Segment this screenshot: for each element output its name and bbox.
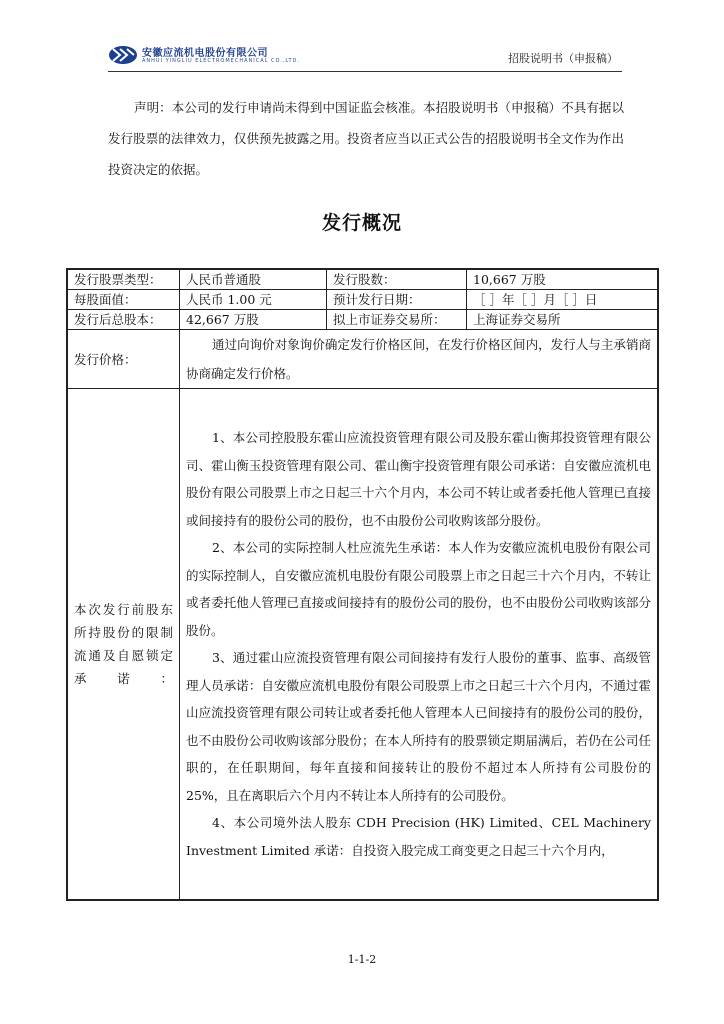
table-value: 上海证券交易所 <box>467 310 659 330</box>
lockup-paragraph: 4、本公司境外法人股东 CDH Precision (HK) Limited、CEL Machinery Investment Limited 承诺：自投资入股完成工商变更之日起三十六个月内， <box>186 815 651 858</box>
disclaimer-statement <box>108 92 624 185</box>
table-label: 拟上市证券交易所： <box>327 310 467 330</box>
table-value: ［ ］年［ ］月［ ］日 <box>467 290 659 310</box>
price-label: 发行价格： <box>67 330 180 389</box>
table-row <box>67 269 658 290</box>
page-title: 发行概况 <box>321 212 402 234</box>
table-row <box>67 310 658 330</box>
table-value: 人民币普通股 <box>180 269 327 290</box>
company-logo-icon <box>108 44 138 66</box>
lockup-cell <box>180 389 659 901</box>
table-row <box>67 290 658 310</box>
table-label: 发行股票类型： <box>67 269 180 290</box>
company-name-en: ANHUI YINGLIU ELECTROMECHANICAL CO.,LTD. <box>142 58 300 64</box>
offering-overview-table <box>66 268 659 901</box>
lockup-paragraph: 3、通过霍山应流投资管理有限公司间接持有发行人股份的董事、监事、高级管理人员承诺：自安徽应流机电股份有限公司股票上市之日起三十六个月内，不通过霍山应流投资管理有限公司转让或者委托他人管理本人已间接持有的股份公司的股份，也不由股份公司收购该部分股份；在本人所持有的股票锁定期届满后，若仍在公司任职的，在任职期间，每年直接和间接转让的股份不超过本人所持有公司股份的 25%，且在离职后六个月内不转让本人所持有的公司股份。 <box>186 650 651 803</box>
table-value: 人民币 1.00 元 <box>180 290 327 310</box>
table-label: 发行后总股本： <box>67 310 180 330</box>
lockup-paragraph: 1、本公司控股股东霍山应流投资管理有限公司及股东霍山衡邦投资管理有限公司、霍山衡玉投资管理有限公司、霍山衡宇投资管理有限公司承诺：自安徽应流机电股份有限公司股票上市之日起三十六个月内，本公司不转让或者委托他人管理已直接或间接持有的股份公司的股份，也不由股份公司收购该部分股份。 <box>186 430 651 528</box>
lockup-label: 本次发行前股东所持股份的限制流通及自愿锁定承诺： <box>67 389 180 901</box>
lockup-paragraph: 2、本公司的实际控制人杜应流先生承诺：本人作为安徽应流机电股份有限公司的实际控制人，自安徽应流机电股份有限公司股票上市之日起三十六个月内，不转让或者委托他人管理已直接或间接持有的股份公司的股份，也不由股份公司收购该部分股份。 <box>186 540 651 638</box>
table-value: 10,667 万股 <box>467 269 659 290</box>
table-label: 发行股数： <box>327 269 467 290</box>
document-type: 招股说明书（申报稿） <box>508 52 618 65</box>
table-label: 预计发行日期： <box>327 290 467 310</box>
table-row-price <box>67 330 658 389</box>
table-label: 每股面值： <box>67 290 180 310</box>
table-row-lockup <box>67 389 658 901</box>
price-text: 通过向询价对象询价确定发行价格区间，在发行价格区间内，发行人与主承销商协商确定发行价格。 <box>186 337 651 381</box>
page-number: 1-1-2 <box>347 953 377 966</box>
table-value: 42,667 万股 <box>180 310 327 330</box>
company-name-cn: 安徽应流机电股份有限公司 <box>142 48 268 59</box>
price-cell <box>180 330 659 389</box>
disclaimer-text: 声明：本公司的发行申请尚未得到中国证监会核准。本招股说明书（申报稿）不具有据以发行股票的法律效力，仅供预先披露之用。投资者应当以正式公告的招股说明书全文作为作出投资决定的依据。 <box>108 100 624 177</box>
header-divider <box>108 71 622 72</box>
page-header <box>108 40 620 74</box>
